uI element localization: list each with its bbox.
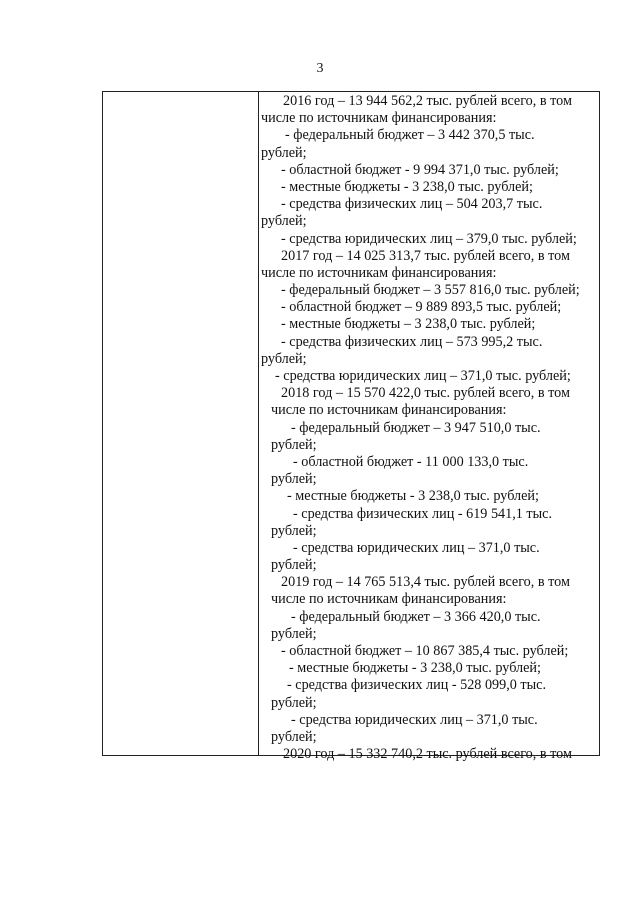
financing-line: рублей; — [261, 144, 307, 161]
financing-line: - местные бюджеты - 3 238,0 тыс. рублей; — [289, 660, 541, 677]
financing-line: рублей; — [271, 625, 317, 642]
financing-line: - средства юридических лиц – 371,0 тыс. рублей; — [275, 368, 571, 384]
financing-line: - средства физических лиц – 573 995,2 тыс. — [281, 333, 543, 350]
financing-line: числе по источникам финансирования: — [261, 264, 497, 281]
financing-line: рублей; — [261, 213, 307, 230]
financing-line: рублей; — [261, 350, 307, 367]
financing-line: числе по источникам финансирования: — [271, 402, 507, 419]
financing-line: - областной бюджет - 9 994 371,0 тыс. рублей; — [281, 161, 559, 178]
column-divider — [258, 92, 259, 755]
financing-line: 2016 год – 13 944 562,2 тыс. рублей всего, в том — [283, 93, 572, 109]
financing-line: рублей; — [271, 436, 317, 453]
financing-line: - средства физических лиц - 619 541,1 тыс. — [293, 505, 552, 522]
financing-line: - федеральный бюджет – 3 442 370,5 тыс. — [285, 127, 535, 144]
financing-line: числе по источникам финансирования: — [271, 591, 507, 608]
financing-line: рублей; — [271, 728, 317, 745]
financing-line: - областной бюджет – 10 867 385,4 тыс. рублей; — [281, 643, 569, 659]
financing-line: - средства физических лиц – 504 203,7 тыс. — [281, 196, 543, 213]
financing-line: - средства юридических лиц – 379,0 тыс. рублей; — [281, 230, 577, 247]
financing-line: числе по источникам финансирования: — [261, 110, 497, 127]
financing-line: 2020 год – 15 332 740,2 тыс. рублей всего, в том — [283, 746, 572, 763]
financing-table — [102, 91, 600, 763]
financing-line: 2019 год – 14 765 513,4 тыс. рублей всего, в том — [281, 574, 570, 591]
financing-line: рублей; — [271, 694, 317, 711]
financing-line: - местные бюджеты - 3 238,0 тыс. рублей; — [281, 178, 533, 195]
financing-line: рублей; — [271, 522, 317, 539]
financing-text-cell — [261, 93, 599, 763]
financing-line: рублей; — [271, 471, 317, 488]
financing-line: - областной бюджет – 9 889 893,5 тыс. рублей; — [281, 299, 562, 316]
financing-line: - федеральный бюджет – 3 366 420,0 тыс. — [291, 608, 541, 625]
financing-line: 2018 год – 15 570 422,0 тыс. рублей всего, в том — [281, 385, 570, 402]
financing-line: - средства физических лиц - 528 099,0 тыс. — [287, 677, 546, 694]
page-number: 3 — [316, 61, 324, 76]
financing-line: - местные бюджеты - 3 238,0 тыс. рублей; — [287, 488, 539, 505]
financing-line: 2017 год – 14 025 313,7 тыс. рублей всего, в том — [281, 247, 570, 264]
financing-line: - местные бюджеты – 3 238,0 тыс. рублей; — [281, 316, 536, 333]
financing-line: рублей; — [271, 557, 317, 574]
financing-line: - федеральный бюджет – 3 557 816,0 тыс. рублей; — [281, 282, 580, 299]
financing-line: - средства юридических лиц – 371,0 тыс. — [291, 711, 538, 728]
financing-line: - областной бюджет - 11 000 133,0 тыс. — [293, 453, 529, 470]
financing-line: - средства юридических лиц – 371,0 тыс. — [293, 539, 540, 556]
financing-line: - федеральный бюджет – 3 947 510,0 тыс. — [291, 419, 541, 436]
